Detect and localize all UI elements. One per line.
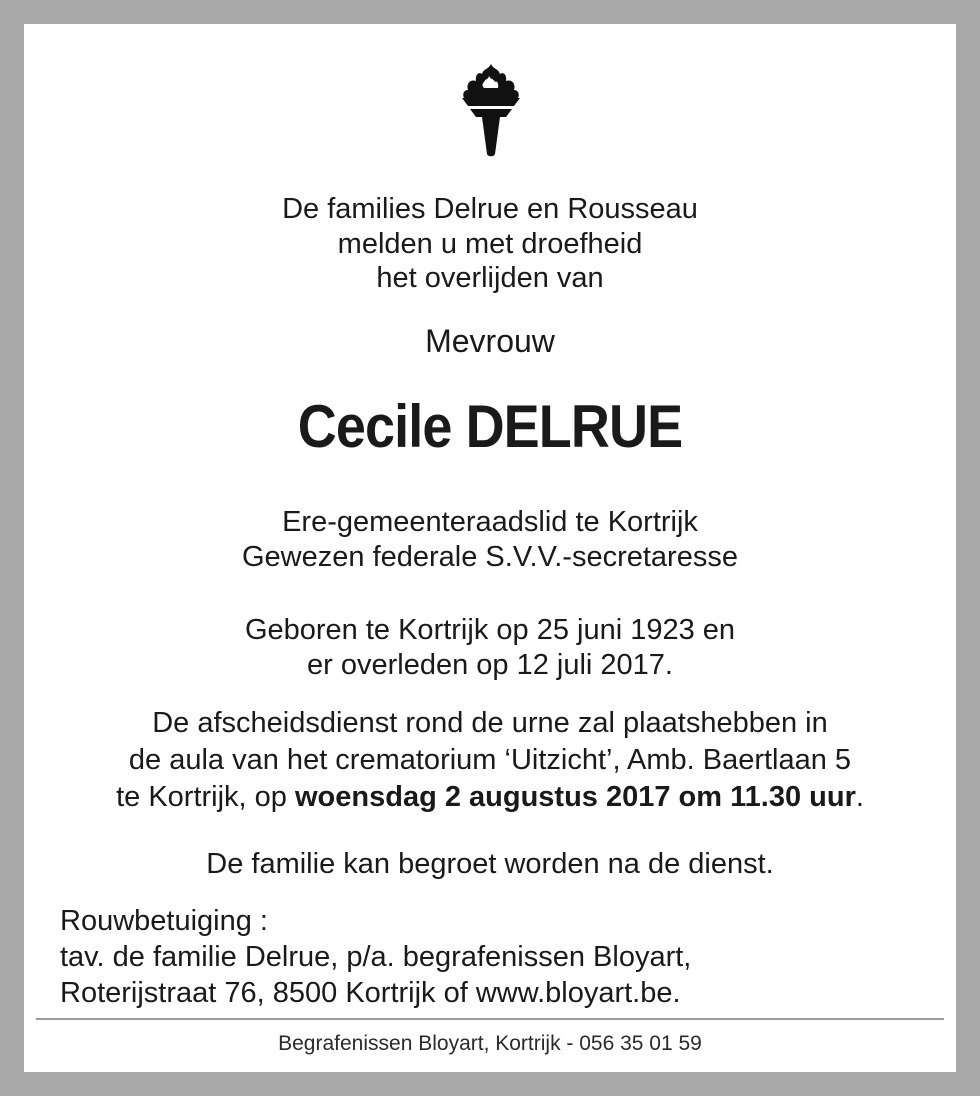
service-date-time: woensdag 2 augustus 2017 om 11.30 uur [294,781,856,813]
service-line-3-prefix: te Kortrijk, op [116,781,295,813]
birth-line-2: er overleden op 12 juli 2017. [307,649,673,681]
service-line-1: De afscheidsdienst rond de urne zal plaatshebben in [152,707,828,739]
condolence-line-2: Roterijstraat 76, 8500 Kortrijk of www.bloyart.be. [60,977,681,1009]
service-line-2: de aula van het crematorium ‘Uitzicht’, Amb. Baertlaan 5 [128,744,852,776]
intro-line-1: De families Delrue en Rousseau [282,193,698,225]
role-line-2: Gewezen federale S.V.V.-secretaresse [242,541,738,573]
birth-line-1: Geboren te Kortrijk op 25 juni 1923 en [244,614,736,646]
intro-line-3: het overlijden van [376,262,604,294]
intro-text [22,192,958,296]
service-line-3-suffix: . [855,781,864,813]
footer-divider [36,1018,944,1020]
deceased-name: Cecile DELRUE [297,393,683,460]
roles-text [22,505,958,575]
intro-line-2: melden u met droefheid [337,227,643,260]
greeting-text: De familie kan begroet worden na de dienst. [206,848,774,880]
role-line-1: Ere-gemeenteraadslid te Kortrijk [282,506,698,538]
service-line-3 [22,779,958,816]
torch-icon [460,62,522,158]
birth-death-text [22,613,958,683]
footer-funeral-home: Begrafenissen Bloyart, Kortrijk - 056 35 01 59 [278,1032,702,1055]
service-text [22,705,958,816]
condolence-address [60,903,691,1011]
honorific: Mevrouw [425,323,555,359]
condolence-line-1: tav. de familie Delrue, p/a. begrafenissen Bloyart, [60,941,692,973]
condolence-heading: Rouwbetuiging : [60,905,268,937]
